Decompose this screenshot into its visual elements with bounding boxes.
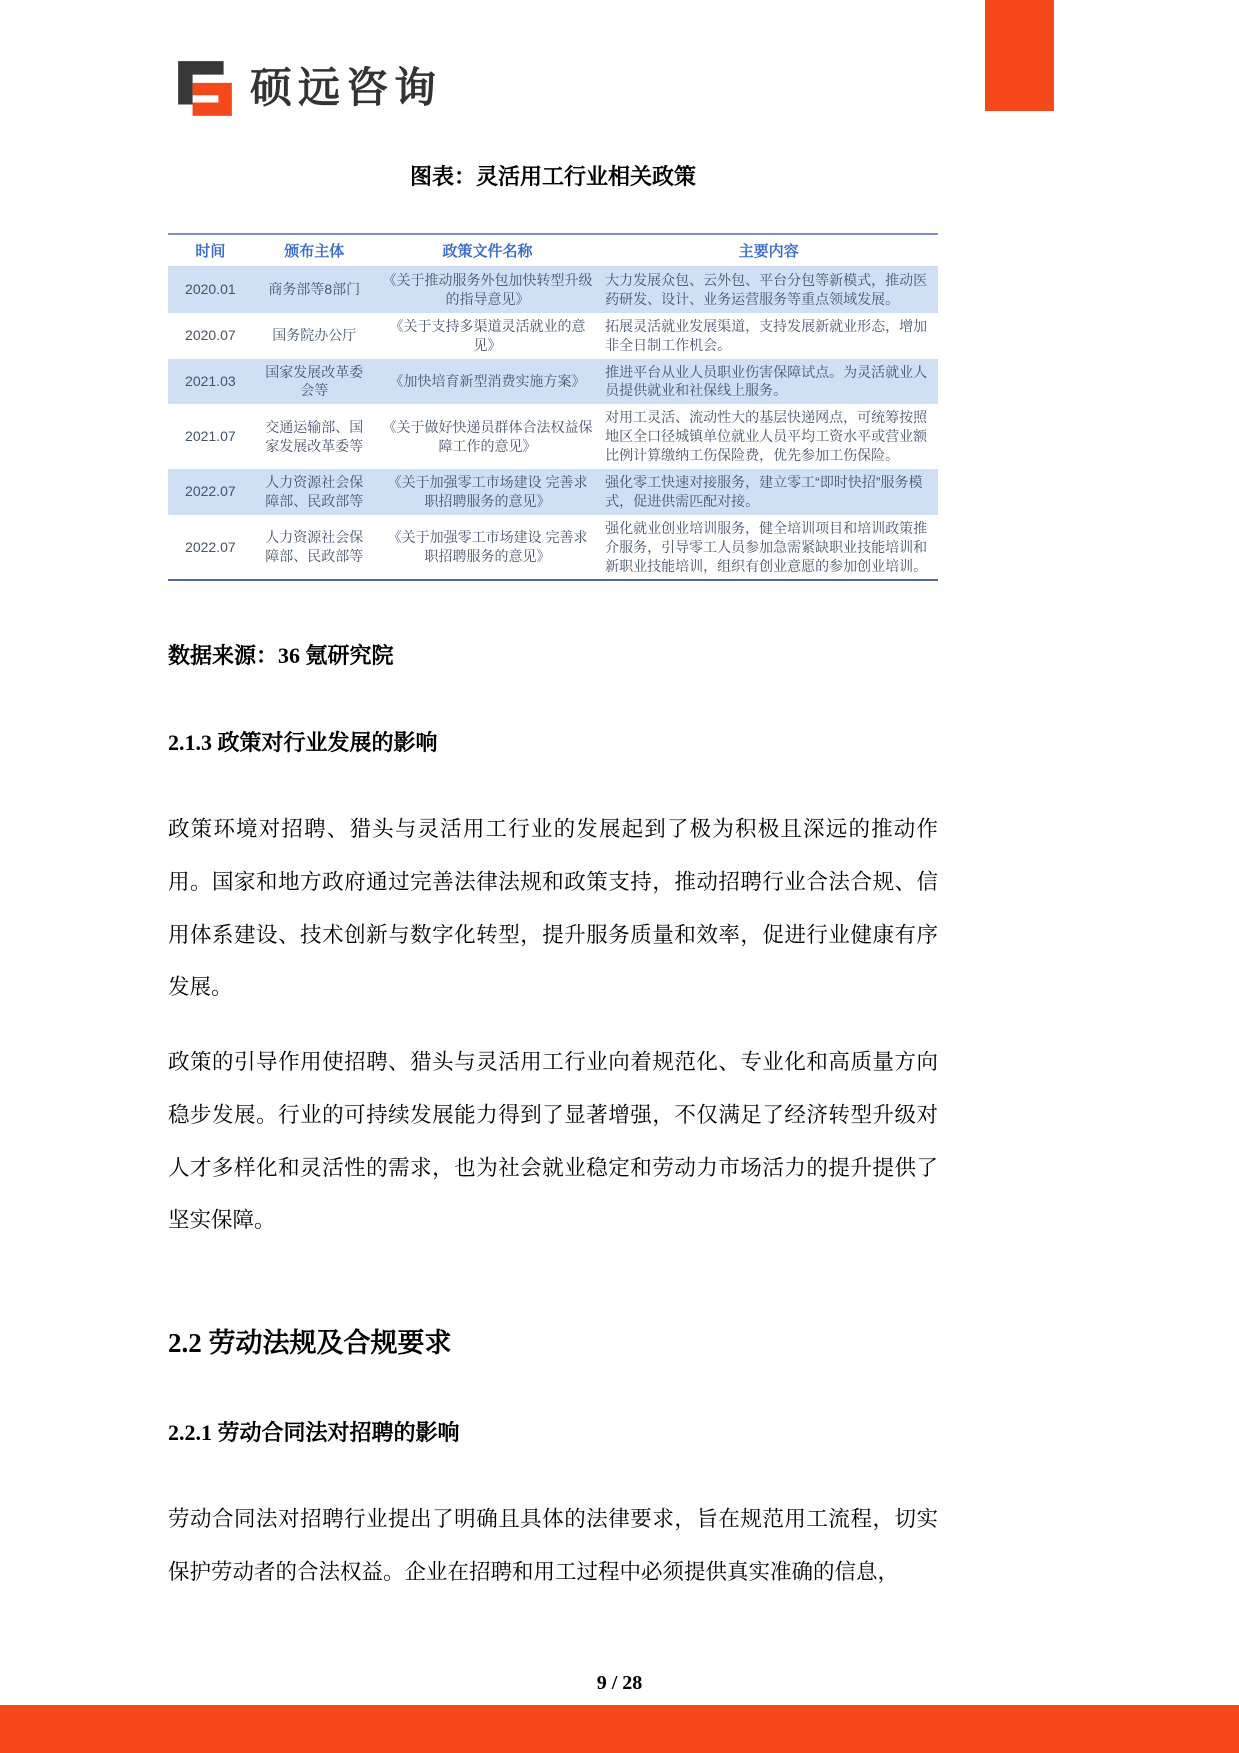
section-heading-2-1-3: 2.1.3 政策对行业发展的影响	[168, 730, 438, 756]
paragraph: 政策环境对招聘、猎头与灵活用工行业的发展起到了极为积极且深远的推动作用。国家和地方政府通过完善法律法规和政策支持，推动招聘行业合法合规、信用体系建设、技术创新与数字化转型，提升服务质量和效率，促进行业健康有序发展。	[168, 817, 938, 1000]
brand-logo-text: 硕远咨询	[250, 64, 443, 111]
cell-main-content: 大力发展众包、云外包、平台分包等新模式，推动医药研发、设计、业务运营服务等重点领域发展。	[605, 272, 928, 307]
section-heading-2-2: 2.2 劳动法规及合规要求	[168, 1327, 452, 1358]
cell-time: 2022.07	[185, 538, 236, 555]
cell-time: 2020.01	[185, 281, 236, 298]
cell-policy-name: 《关于支持多渠道灵活就业的意见》	[389, 317, 586, 353]
cell-main-content: 强化零工快速对接服务，建立零工“即时快招”服务模式，促进供需匹配对接。	[605, 474, 923, 509]
cell-main-content: 对用工灵活、流动性大的基层快递网点，可统筹按照地区全口径城镇单位就业人员平均工资水平或营业额比例计算缴纳工伤保险费，优先参加工伤保险。	[605, 409, 928, 464]
cell-issuer: 国家发展改革委会等	[265, 363, 364, 399]
corner-accent-block	[985, 0, 1054, 111]
cell-time: 2021.07	[185, 428, 236, 445]
cell-policy-name: 《关于推动服务外包加快转型升级的指导意见》	[382, 272, 593, 307]
policy-table	[168, 233, 938, 581]
footer-accent-bar	[0, 1705, 1239, 1753]
cell-main-content: 拓展灵活就业发展渠道，支持发展新就业形态，增加非全日制工作机会。	[605, 317, 928, 353]
cell-main-content: 推进平台从业人员职业伤害保障试点。为灵活就业人员提供就业和社保线上服务。	[605, 363, 928, 399]
policy-table-header	[168, 234, 938, 267]
table-row	[168, 469, 938, 515]
brand-logo-icon	[176, 57, 234, 119]
column-header-issuer: 颁布主体	[253, 234, 376, 267]
cell-policy-name: 《加快培育新型消费实施方案》	[389, 373, 586, 389]
cell-issuer: 商务部等8部门	[268, 281, 361, 298]
table-row	[168, 267, 938, 313]
cell-issuer: 人力资源社会保障部、民政部等	[265, 529, 364, 565]
cell-main-content: 强化就业创业培训服务，健全培训项目和培训政策推介服务，引导零工人员参加急需紧缺职业技能培训和新职业技能培训，组织有创业意愿的参加创业培训。	[605, 519, 928, 574]
cell-time: 2021.03	[185, 373, 236, 389]
cell-issuer: 交通运输部、国家发展改革委等	[265, 418, 364, 454]
brand-header	[176, 57, 442, 119]
table-row	[168, 359, 938, 405]
cell-policy-name: 《关于做好快递员群体合法权益保障工作的意见》	[382, 418, 593, 454]
cell-policy-name: 《关于加强零工市场建设 完善求职招聘服务的意见》	[387, 474, 588, 509]
paragraph: 劳动合同法对招聘行业提出了明确且具体的法律要求，旨在规范用工流程，切实保护劳动者的合法权益。企业在招聘和用工过程中必须提供真实准确的信息，	[168, 1506, 938, 1584]
data-source-note: 数据来源：36 氪研究院	[168, 643, 394, 669]
page-content	[168, 160, 938, 1598]
page-number: 9 / 28	[596, 1672, 643, 1694]
cell-policy-name: 《关于加强零工市场建设 完善求职招聘服务的意见》	[387, 529, 588, 565]
table-row	[168, 313, 938, 359]
cell-issuer: 人力资源社会保障部、民政部等	[265, 474, 364, 509]
column-header-policy-name: 政策文件名称	[376, 234, 599, 267]
paragraph: 政策的引导作用使招聘、猎头与灵活用工行业向着规范化、专业化和高质量方向稳步发展。行业的可持续发展能力得到了显著增强，不仅满足了经济转型升级对人才多样化和灵活性的需求，也为社会就业稳定和劳动力市场活力的提升提供了坚实保障。	[168, 1050, 938, 1233]
cell-time: 2022.07	[185, 483, 236, 500]
cell-issuer: 国务院办公厅	[272, 327, 357, 344]
table-row	[168, 515, 938, 581]
section-heading-2-2-1: 2.2.1 劳动合同法对招聘的影响	[168, 1419, 460, 1445]
table-row	[168, 404, 938, 469]
policy-table-body	[168, 267, 938, 581]
column-header-time: 时间	[168, 234, 253, 267]
cell-time: 2020.07	[185, 327, 236, 344]
column-header-main-content: 主要内容	[599, 234, 938, 267]
figure-title: 图表：灵活用工行业相关政策	[409, 164, 696, 189]
